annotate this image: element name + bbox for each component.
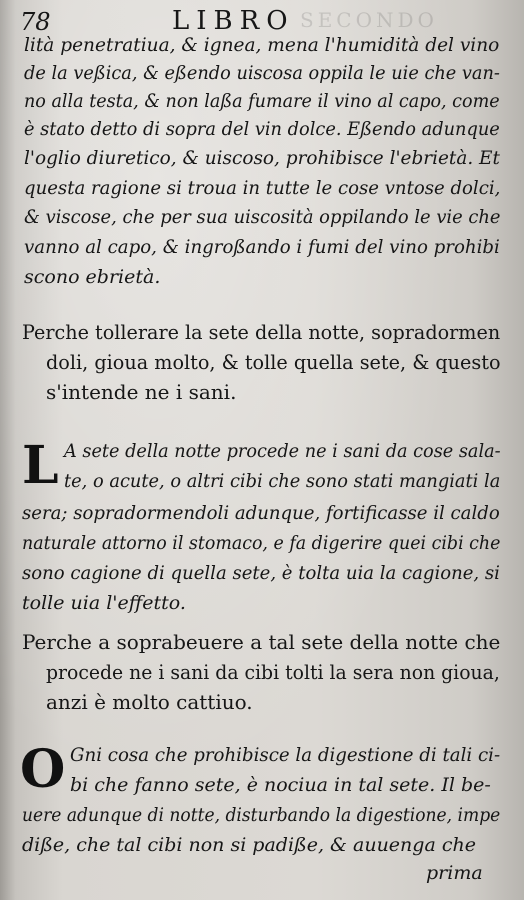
text-line: l'oglio diuretico, & uiscoso, prohibisce l'ebrietà. Et: [24, 147, 500, 169]
text-line: uere adunque di notte, disturbando la digestione, impe: [22, 804, 501, 826]
text-line: scono ebrietà.: [24, 266, 161, 288]
text-line: sono cagione di quella sete, è tolta uia la cagione, si: [22, 562, 500, 584]
heading-line: Perche tollerare la sete della notte, sopradormen: [22, 320, 501, 344]
text-line: tolle uia l'effetto.: [22, 592, 186, 614]
text-line: Gni cosa che prohibisce la digestione di tali ci-: [70, 744, 501, 766]
text-line: questa ragione si troua in tutte le cose vntose dolci,: [24, 177, 501, 199]
heading-line: doli, gioua molto, & tolle quella sete, & questo: [46, 350, 501, 374]
text-line: lità penetratiua, & ignea, mena l'humidità del vino: [24, 34, 500, 56]
text-line: te, o acute, o altri cibi che sono stati mangiati la: [64, 470, 501, 492]
text-line: bi che fanno sete, è nociua in tal sete. Il be-: [70, 774, 491, 796]
page-number: 78: [20, 8, 51, 36]
bleed-through-text: SECONDO: [300, 8, 438, 32]
text-line: vanno al capo, & ingroßando i fumi del vino prohibi: [24, 236, 500, 258]
text-line: A sete della notte procede ne i sani da cose sala-: [64, 440, 501, 462]
drop-cap: L: [22, 435, 59, 496]
heading-line: anzi è molto cattiuo.: [46, 690, 253, 714]
text-line: de la veßica, & eßendo uiscosa oppila le uie che van-: [24, 62, 500, 84]
heading-line: Perche a soprabeuere a tal sete della notte che: [22, 630, 501, 654]
drop-cap: O: [20, 739, 66, 800]
text-line: diße, che tal cibi non si padiße, & auuenga che: [22, 834, 476, 856]
catchword: prima: [426, 862, 483, 884]
running-title: LIBRO: [172, 6, 295, 36]
text-line: naturale attorno il stomaco, e fa digerire quei cibi che: [22, 532, 501, 554]
text-line: & viscose, che per sua uiscosità oppilando le vie che: [24, 206, 501, 228]
heading-line: s'intende ne i sani.: [46, 380, 237, 404]
text-line: no alla testa, & non laßa fumare il vino al capo, come: [24, 90, 500, 112]
heading-line: procede ne i sani da cibi tolti la sera non gioua,: [46, 660, 500, 684]
text-line: è stato detto di sopra del vin dolce. Eßendo adunque: [24, 118, 500, 140]
text-line: sera; sopradormendoli adunque, fortificasse il caldo: [22, 502, 500, 524]
